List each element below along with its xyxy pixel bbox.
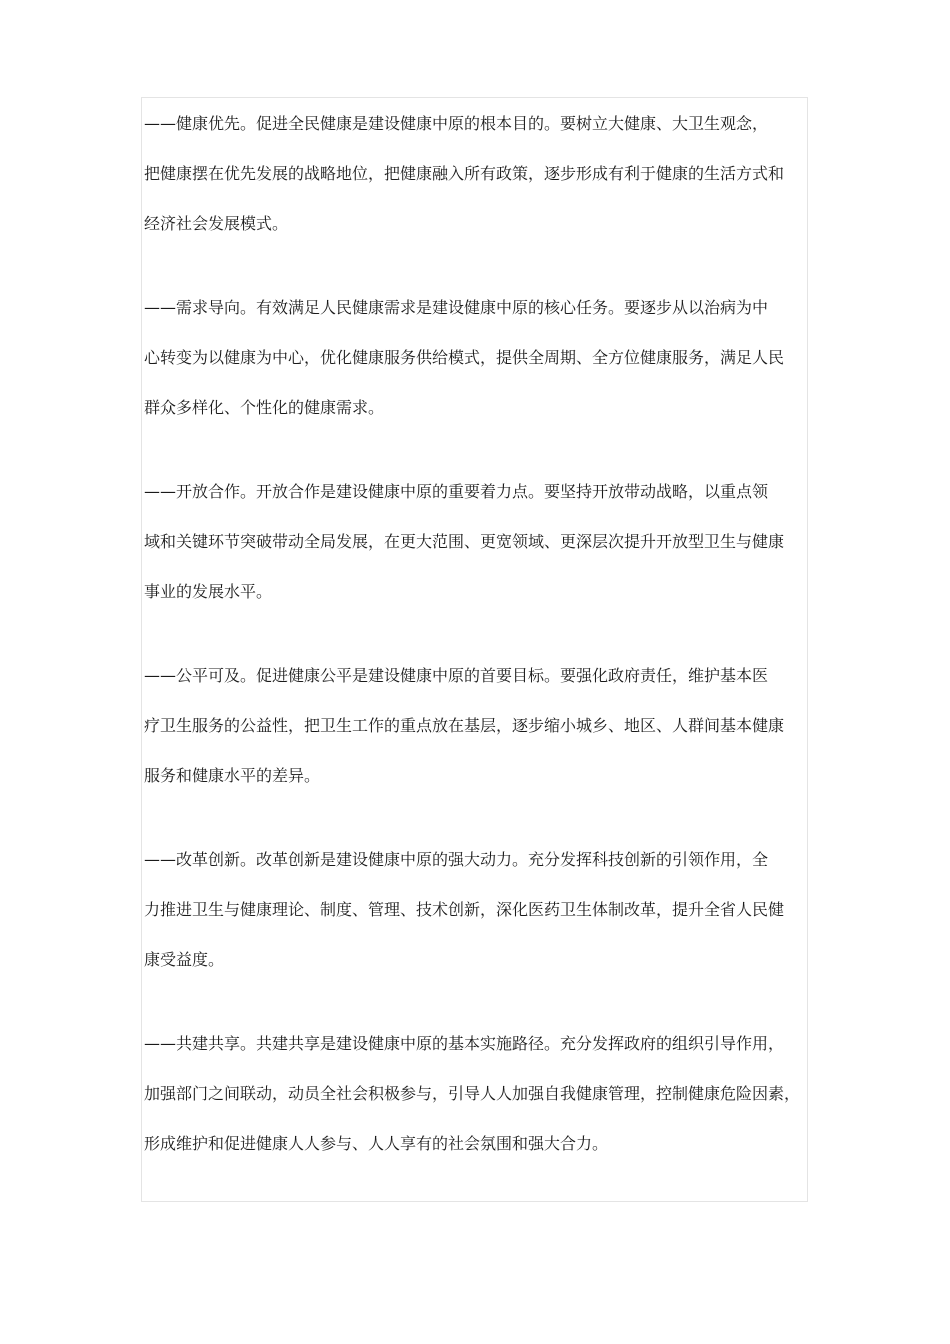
text-line: ——共建共享。共建共享是建设健康中原的基本实施路径。充分发挥政府的组织引导作用， [144,1034,785,1053]
text-line: ——开放合作。开放合作是建设健康中原的重要着力点。要坚持开放带动战略，以重点领 [144,482,769,501]
paragraph-reform-innovation [144,843,824,993]
text-line: 疗卫生服务的公益性，把卫生工作的重点放在基层，逐步缩小城乡、地区、人群间基本健康 [144,716,785,735]
paragraph-open-cooperation [144,475,824,625]
text-line: 形成维护和促进健康人人参与、人人享有的社会氛围和强大合力。 [144,1134,609,1153]
text-line: 服务和健康水平的差异。 [144,766,321,785]
text-line: ——公平可及。促进健康公平是建设健康中原的首要目标。要强化政府责任，维护基本医 [144,666,769,685]
text-line: 把健康摆在优先发展的战略地位，把健康融入所有政策，逐步形成有利于健康的生活方式和 [144,164,785,183]
text-line: 加强部门之间联动，动员全社会积极参与，引导人人加强自我健康管理，控制健康危险因素， [144,1084,801,1103]
text-line: 事业的发展水平。 [144,582,273,601]
text-line: ——健康优先。促进全民健康是建设健康中原的根本目的。要树立大健康、大卫生观念， [144,114,769,133]
text-line: ——改革创新。改革创新是建设健康中原的强大动力。充分发挥科技创新的引领作用，全 [144,850,769,869]
paragraph-demand-oriented [144,291,824,441]
text-line: 心转变为以健康为中心，优化健康服务供给模式，提供全周期、全方位健康服务，满足人民 [144,348,785,367]
text-line: 康受益度。 [144,950,225,969]
text-line: 群众多样化、个性化的健康需求。 [144,398,385,417]
paragraph-fair-access [144,659,824,809]
document-body [144,107,824,1211]
paragraph-health-priority [144,107,824,257]
text-line: 经济社会发展模式。 [144,214,289,233]
text-line: ——需求导向。有效满足人民健康需求是建设健康中原的核心任务。要逐步从以治病为中 [144,298,769,317]
text-line: 力推进卫生与健康理论、制度、管理、技术创新，深化医药卫生体制改革，提升全省人民健 [144,900,785,919]
paragraph-co-building-sharing [144,1027,824,1177]
text-line: 域和关键环节突破带动全局发展，在更大范围、更宽领域、更深层次提升开放型卫生与健康 [144,532,785,551]
